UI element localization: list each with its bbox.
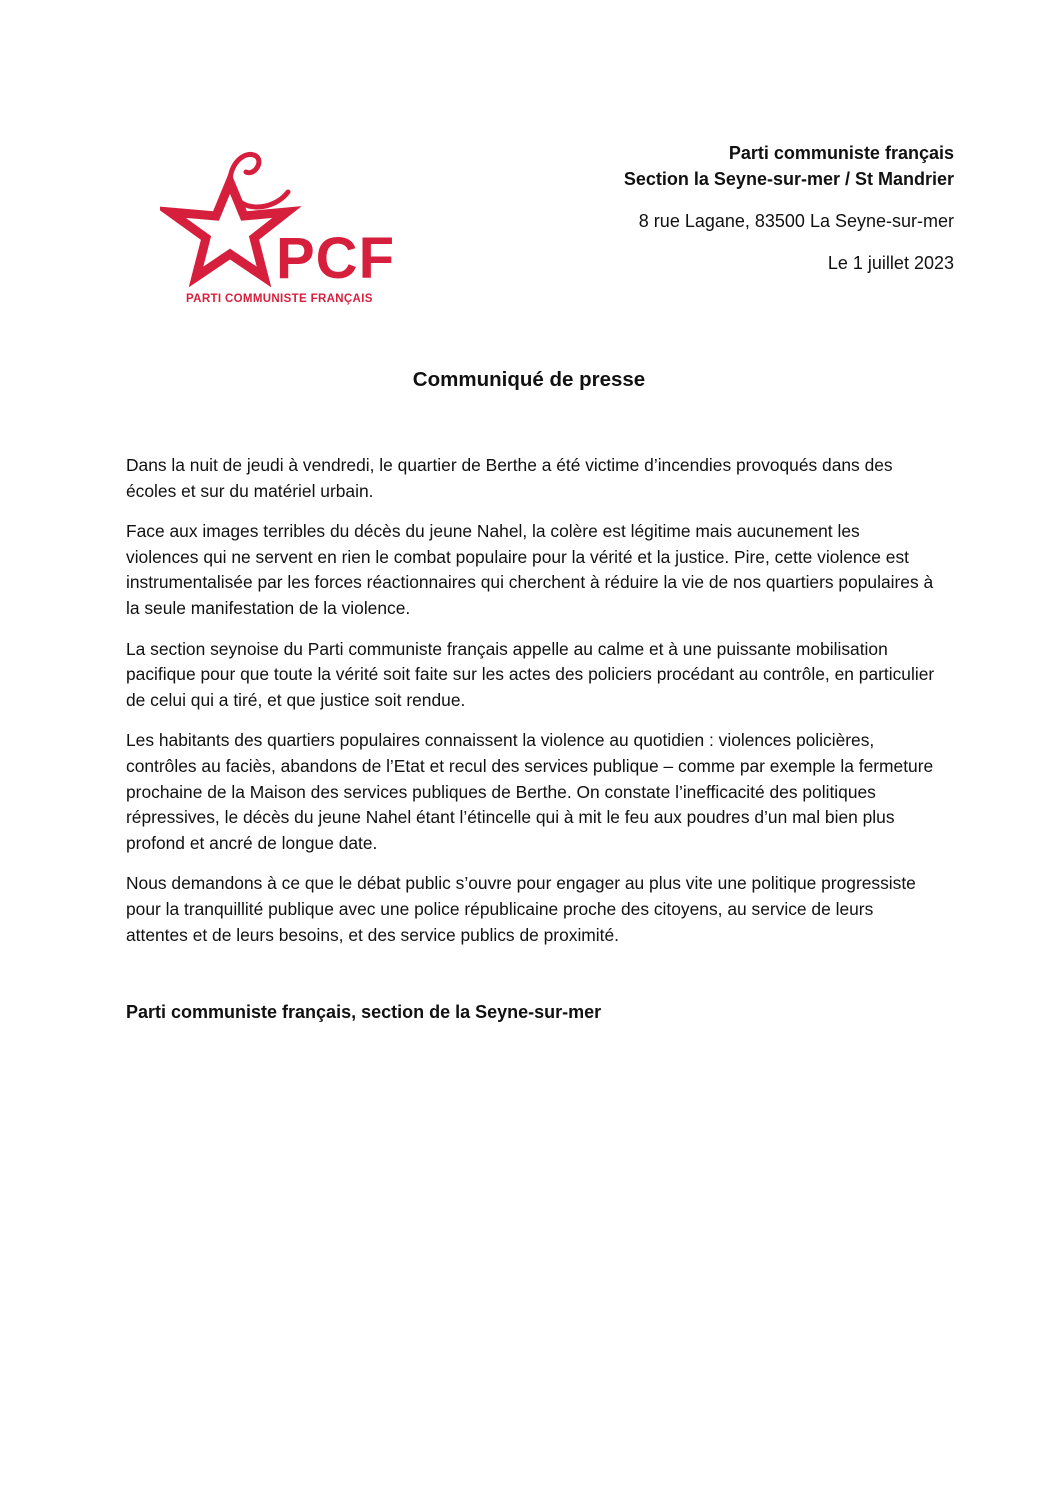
- sender-block: [624, 140, 954, 276]
- address: 8 rue Lagane, 83500 La Seyne-sur-mer: [638, 211, 954, 231]
- logo-wordmark: PCF: [276, 226, 395, 291]
- paragraph: Nous demandons à ce que le débat public s’ouvre pour engager au plus vite une politique progressiste pour la tranquillité publique avec une police républicaine proche des citoyens, au service de leurs attentes et de leurs besoins, et des service publics de proximité.: [126, 873, 916, 945]
- logo-tagline: PARTI COMMUNISTE FRANÇAIS: [186, 293, 373, 305]
- date: Le 1 juillet 2023: [827, 253, 954, 273]
- paragraph: Face aux images terribles du décès du jeune Nahel, la colère est légitime mais aucunement les violences qui ne servent en rien le combat populaire pour la vérité et la justice. Pire, cette violence est instrumentalisée par les forces réactionnaires qui cherchent à réduire la vie de nos quartiers populaires à la seule manifestation de la violence.: [126, 521, 934, 618]
- signature: Parti communiste français, section de la Seyne-sur-mer: [126, 1002, 602, 1022]
- pcf-logo: [160, 142, 400, 314]
- org-section: Section la Seyne-sur-mer / St Mandrier: [623, 169, 954, 189]
- swoosh-line: [238, 192, 288, 207]
- pcf-star-icon: [160, 142, 400, 314]
- org-name: Parti communiste français: [728, 143, 954, 163]
- swoosh-curl: [230, 154, 259, 182]
- paragraph: Dans la nuit de jeudi à vendredi, le quartier de Berthe a été victime d’incendies provoqués dans des écoles et sur du matériel urbain.: [126, 455, 893, 501]
- page-title: Communiqué de presse: [412, 368, 646, 391]
- paragraph: La section seynoise du Parti communiste français appelle au calme et à une puissante mobilisation pacifique pour que toute la vérité soit faite sur les actes des policiers procédant au contrôle, en particulier de celui qui a tiré, et que justice soit rendue.: [126, 638, 935, 710]
- body-text: [126, 453, 936, 963]
- star-outline: [170, 182, 287, 277]
- paragraph: Les habitants des quartiers populaires connaissent la violence au quotidien : violences policières, contrôles au faciès, abandons de l’Etat et recul des services publique – comme par exemple la fermeture prochaine de la Maison des services publiques de Berthe. On constate l’inefficacité des politiques répressives, le décès du jeune Nahel étant l’étincelle qui à mit le feu aux poudres d’un mal bien plus profond et ancré de longue date.: [126, 730, 934, 853]
